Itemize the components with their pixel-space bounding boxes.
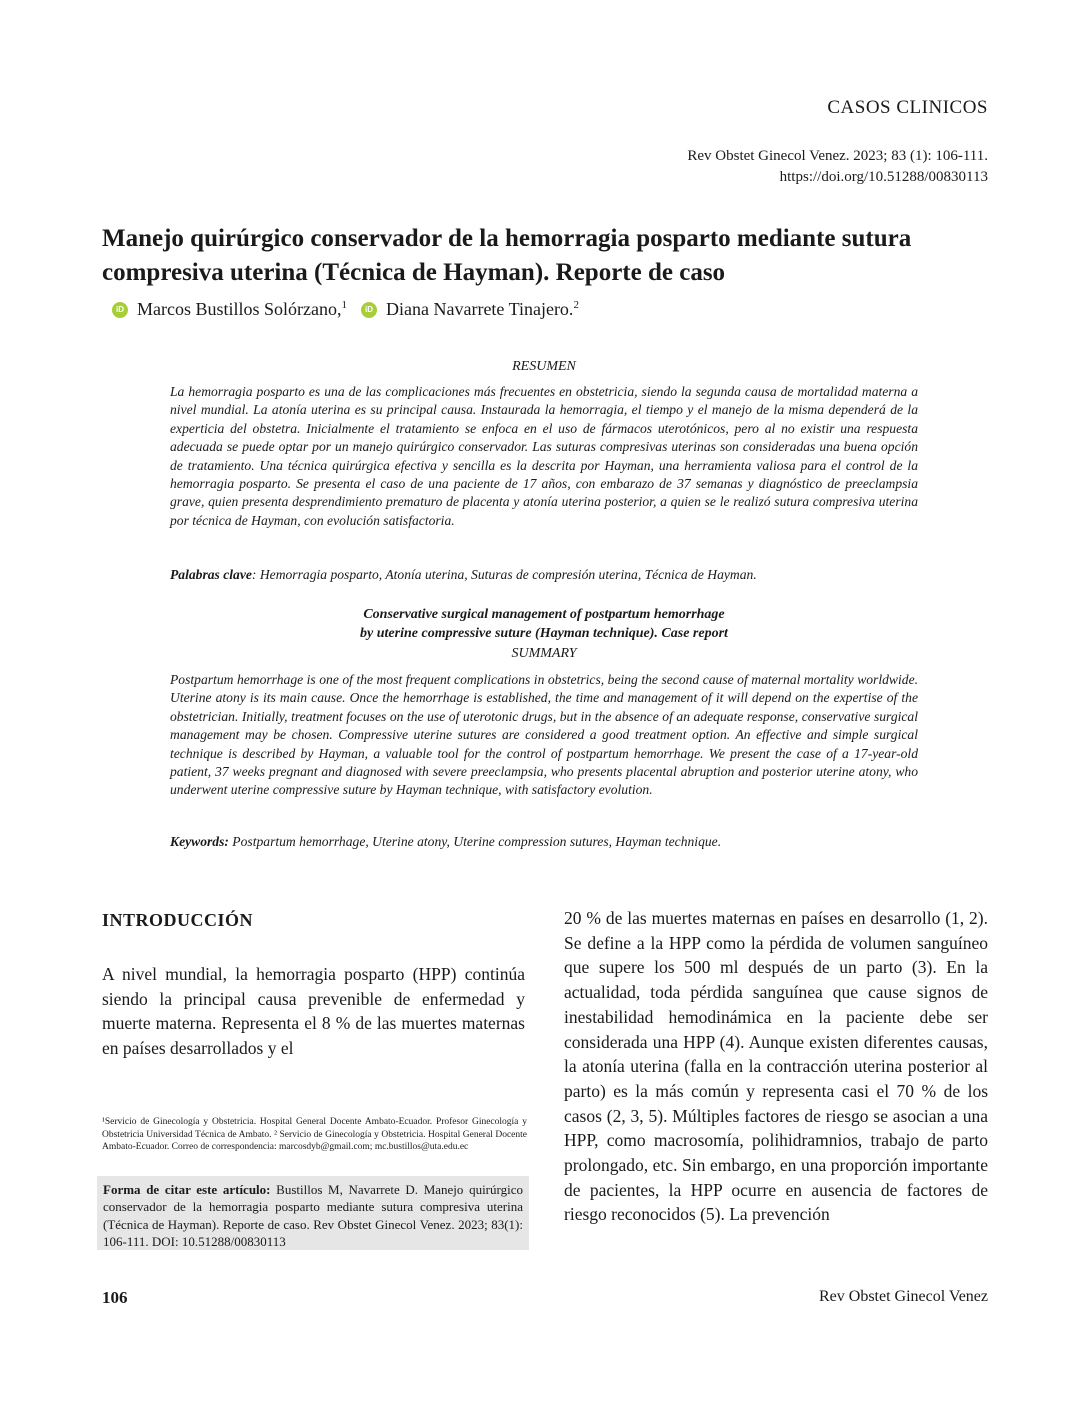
doi-link[interactable]: https://doi.org/10.51288/00830113 xyxy=(779,169,988,185)
author-name: Diana Navarrete Tinajero.$^2$ xyxy=(386,299,579,319)
keywords: Keywords: Postpartum hemorrhage, Uterine atony, Uterine compression sutures, Hayman technique. xyxy=(170,834,722,849)
article-title: Manejo quirúrgico conservador de la hemorragia posparto mediante sutura compresiva uterina (Técnica de Hayman). Reporte de caso xyxy=(102,225,912,286)
citation-line: Rev Obstet Ginecol Venez. 2023; 83 (1): 106-111. xyxy=(687,148,988,164)
summary-text: Postpartum hemorrhage is one of the most frequent complications in obstetrics, being the second cause of maternal mortality worldwide. Uterine atony is its main cause. Once the hemorrhage is established, the time and management of it will depend on the expertise of the obstetrician. Initially, treatment focuses on the use of uterotonic drugs, but in the absence of an adequate response, conservative surgical management may be chosen. Compressive uterine sutures are considered a good treatment option. An effective and simple surgical technique is described by Hayman, a valuable tool for the control of postpartum hemorrhage. We present the case of a 17-year-old patient, 37 weeks pregnant and diagnosed with severe preeclampsia, who presents placental abruption and posterior uterine atony, who underwent uterine compressive suture by Hayman technique, with satisfactory evolution. xyxy=(170,672,918,798)
page-number: 106 xyxy=(102,1288,128,1307)
right-column-text: 20 % de las muertes maternas en países en desarrollo (1, 2). Se define a la HPP como la pérdida de volumen sanguíneo que supere los 500 ml después de un parto (3). En la actualidad, toda pérdida sanguínea que cause signos de inestabilidad hemodinámica en la paciente debe ser considerada una HPP (4). Aunque existen diferentes causas, la atonía uterina (falla en la contracción uterina posterior al parto) es la más común y representa casi el 70 % de los casos (2, 3, 5). Múltiples factores de riesgo se asocian a una HPP, como macrosomía, polihidramnios, trabajo de parto prolongado, etc. Sin embargo, en una proporción importante de pacientes, la HPP ocurre en ausencia de factores de riesgo reconocidos (5). La prevención xyxy=(564,908,988,1225)
left-column-text: A nivel mundial, la hemorragia posparto (HPP) continúa siendo la principal causa prevenible de enfermedad y muerte materna. Representa el 8 % de las muertes maternas en países desarrollados y el xyxy=(102,964,525,1059)
journal-reference xyxy=(687,146,988,188)
author-list xyxy=(112,299,593,320)
affiliation-footnote: ¹Servicio de Ginecología y Obstetricia. Hospital General Docente Ambato-Ecuador. Profesor Ginecología y Obstetricia Universidad Técnica de Ambato. ² Servicio de Ginecología y Obstetricia. Hospital General Docente Ambato-Ecuador. Correo de correspondencia: marcosdyb@gmail.com; mc.bustillos@uta.edu.ec xyxy=(102,1117,527,1153)
citation-box: Forma de citar este artículo: Bustillos M, Navarrete D. Manejo quirúrgico conservador de la hemorragia posparto mediante sutura compresiva uterina (Técnica de Hayman). Reporte de caso. Rev Obstet Ginecol Venez. 2023; 83(1): 106-111. DOI: 10.51288/00830113 xyxy=(97,1176,529,1250)
author-name: Marcos Bustillos Solórzano,$^1$ xyxy=(137,299,347,319)
resumen-heading: RESUMEN xyxy=(512,359,576,374)
palabras-clave: Palabras clave: Hemorragia posparto, Atonía uterina, Suturas de compresión uterina, Técnica de Hayman. xyxy=(170,567,757,582)
orcid-icon[interactable]: iD xyxy=(112,302,128,318)
english-title: Conservative surgical management of postpartum hemorrhage by uterine compressive suture (Hayman technique). Case report xyxy=(360,607,728,641)
orcid-icon[interactable]: iD xyxy=(361,302,377,318)
section-tag: CASOS CLINICOS xyxy=(827,97,988,118)
footer-journal: Rev Obstet Ginecol Venez xyxy=(819,1288,988,1305)
intro-heading: INTRODUCCIÓN xyxy=(102,910,254,930)
resumen-text: La hemorragia posparto es una de las complicaciones más frecuentes en obstetricia, siendo la segunda causa de mortalidad materna a nivel mundial. La atonía uterina es su principal causa. Instaurada la hemorragia, el tiempo y el manejo de la misma dependerá de la experticia del obstetra. Inicialmente el tratamiento se enfoca en el uso de fármacos uterotónicos, pero al no existir una respuesta adecuada se puede optar por un manejo quirúrgico conservador. Las suturas compresivas uterinas son consideradas una buena opción de tratamiento. Una técnica quirúrgica efectiva y sencilla es la descrita por Hayman, una herramienta valiosa para el control de la hemorragia posparto. Se presenta el caso de una paciente de 17 años, con embarazo de 37 semanas y diagnóstico de preeclampsia grave, quien presenta desprendimiento prematuro de placenta y atonía uterina posterior, a quien se le realizó sutura compresiva uterina por técnica de Hayman, con evolución satisfactoria. xyxy=(170,384,918,528)
summary-heading: SUMMARY xyxy=(511,646,577,661)
